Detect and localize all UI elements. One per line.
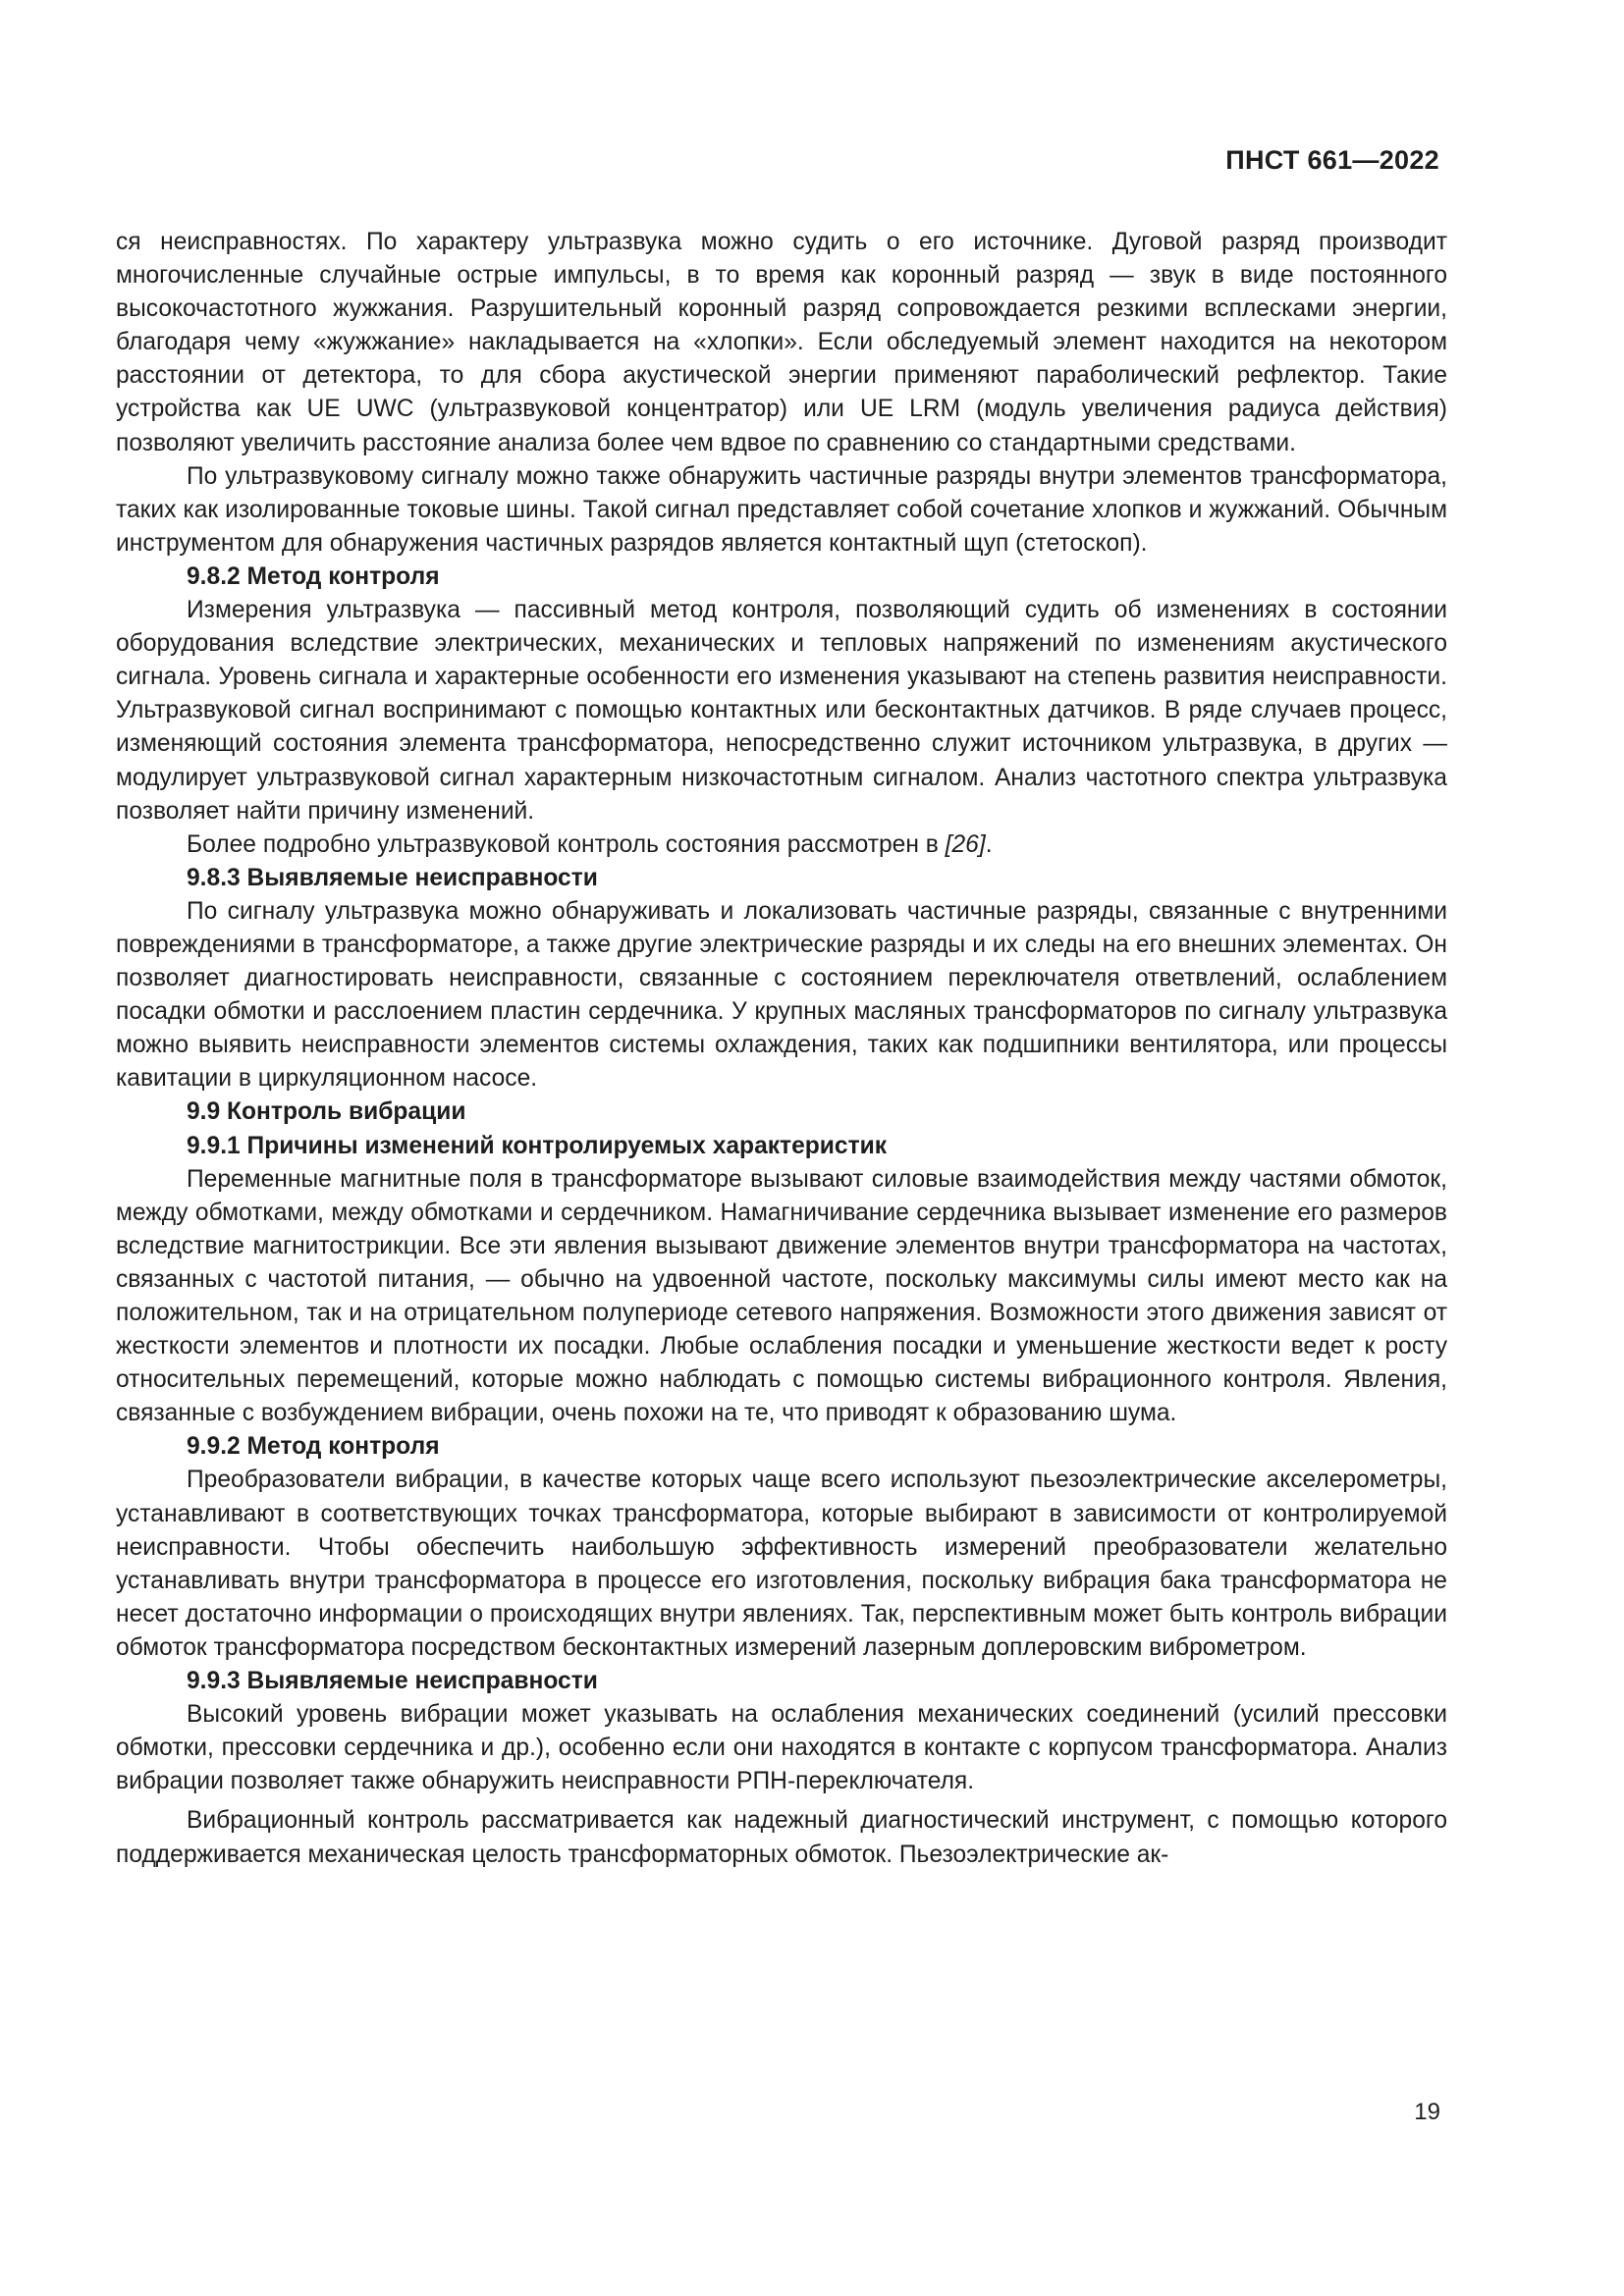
heading-9-9-2: 9.9.2 Метод контроля (187, 1433, 440, 1461)
heading-9-8-3: 9.8.3 Выявляемые неисправности (187, 864, 598, 891)
page-number: 19 (1414, 2099, 1440, 2125)
document-code: ПНСТ 661—2022 (1225, 145, 1439, 175)
paragraph-detectable-faults-vibration: Высокий уровень вибрации может указывать на ослабления механических соединений (усилий прессовки обмотки, прессовки сердечника и др.), особенно если они находятся в контакте с корпусом трансформатора. Анализ вибрации позволяет также обнаружить неисправности РПН-переключателя. (116, 1701, 1447, 1795)
paragraph-measurement-method: Измерения ультразвука — пассивный метод контроля, позволяющий судить об изменениях в состоянии оборудования вследствие электрических, механических и тепловых напряжений по изменениям акустического сигнала. Уровень сигнала и характерные особенности его изменения указывают на степень развития неисправности. Ультразвуковой сигнал воспринимают с помощью контактных или бесконтактных датчиков. В ряде случаев процесс, изменяющий состояния элемента трансформатора, непосредственно служит источником ультразвука, в других — модулирует ультразвуковой сигнал характерным низкочастотным сигналом. Анализ частотного спектра ультразвука позволяет найти причину изменений. (116, 597, 1447, 825)
heading-9-8-2: 9.8.2 Метод контроля (187, 562, 440, 590)
paragraph-vibration-method: Преобразователи вибрации, в качестве которых чаще всего используют пьезоэлектрические акселерометры, устанавливают в соответствующих точках трансформатора, которые выбирают в зависимости от контролируемой неисправности. Чтобы обеспечить наибольшую эффективность измерений преобразователи желательно устанавливать внутри трансформатора в процессе его изготовления, поскольку вибрация бака трансформатора не несет достаточно информации о происходящих внутри явлениях. Так, перспективным может быть контроль вибрации обмоток трансформатора посредством бесконтактных измерений лазерным доплеровским виброметром. (116, 1467, 1447, 1661)
paragraph-vibration-control: Вибрационный контроль рассматривается как надежный диагностический инструмент, с помощью которого поддерживается механическая целость трансформаторных обмоток. Пьезоэлектрические ак- (116, 1807, 1447, 1868)
reference-period: . (985, 830, 993, 858)
paragraph-continuation: ся неисправностях. По характеру ультразвука можно судить о его источнике. Дуговой разряд производит многочисленные случайные острые импульсы, в то время как коронный разряд — звук в виде постоянного высокочастотного жужжания. Разрушительный коронный разряд сопровождается резкими всплесками энергии, благодаря чему «жужжание» накладывается на «хлопки». Если обследуемый элемент находится на некотором расстоянии от детектора, то для сбора акустической энергии применяют параболический рефлектор. Такие устройства как UE UWC (ультразвуковой концентратор) или UE LRM (модуль увеличения радиуса действия) позволяют увеличить расстояние анализа более чем вдвое по сравнению со стандартными средствами. (116, 229, 1447, 456)
paragraph-vibration-causes: Переменные магнитные поля в трансформаторе вызывают силовые взаимодействия между частями обмоток, между обмотками, между обмотками и сердечником. Намагничивание сердечника вызывает изменение его размеров вследствие магнитострикции. Все эти явления вызывают движение элементов внутри трансформатора на частотах, связанных с частотой питания, — обычно на удвоенной частоте, поскольку максимумы силы имеют место как на положительном, так и на отрицательном полупериоде сетевого напряжения. Возможности этого движения зависят от жесткости элементов и плотности их посадки. Любые ослабления посадки и уменьшение жесткости ведет к росту относительных перемещений, которые можно наблюдать с помощью системы вибрационного контроля. Явления, связанные с возбуждением вибрации, очень похожи на те, что приводят к образованию шума. (116, 1165, 1447, 1427)
heading-9-9-1: 9.9.1 Причины изменений контролируемых характеристик (187, 1132, 888, 1159)
heading-9-9-3: 9.9.3 Выявляемые неисправности (187, 1668, 598, 1695)
reference-text: Более подробно ультразвуковой контроль состояния рассмотрен в (187, 830, 946, 858)
page-body (116, 226, 1447, 1872)
heading-9-9: 9.9 Контроль вибрации (187, 1098, 466, 1126)
reference-link: [26] (945, 830, 986, 858)
paragraph-detectable-faults-ultrasound: По сигналу ультразвука можно обнаруживать и локализовать частичные разряды, связанные с внутренними повреждениями в трансформаторе, а также другие электрические разряды и их следы на его внешних элементах. Он позволяет диагностировать неисправности, связанные с состоянием переключателя ответвлений, ослаблением посадки обмотки и расслоением пластин сердечника. У крупных масляных трансформаторов по сигналу ультразвука можно выявить неисправности элементов системы охлаждения, таких как подшипники вентилятора, или процессы кавитации в циркуляционном насосе. (116, 897, 1447, 1093)
paragraph-reference (116, 828, 1447, 862)
paragraph-ultrasound-internal: По ультразвуковому сигналу можно также обнаружить частичные разряды внутри элементов трансформатора, таких как изолированные токовые шины. Такой сигнал представляет собой сочетание хлопков и жужжаний. Обычным инструментом для обнаружения частичных разрядов является контактный щуп (стетоскоп). (116, 462, 1447, 557)
